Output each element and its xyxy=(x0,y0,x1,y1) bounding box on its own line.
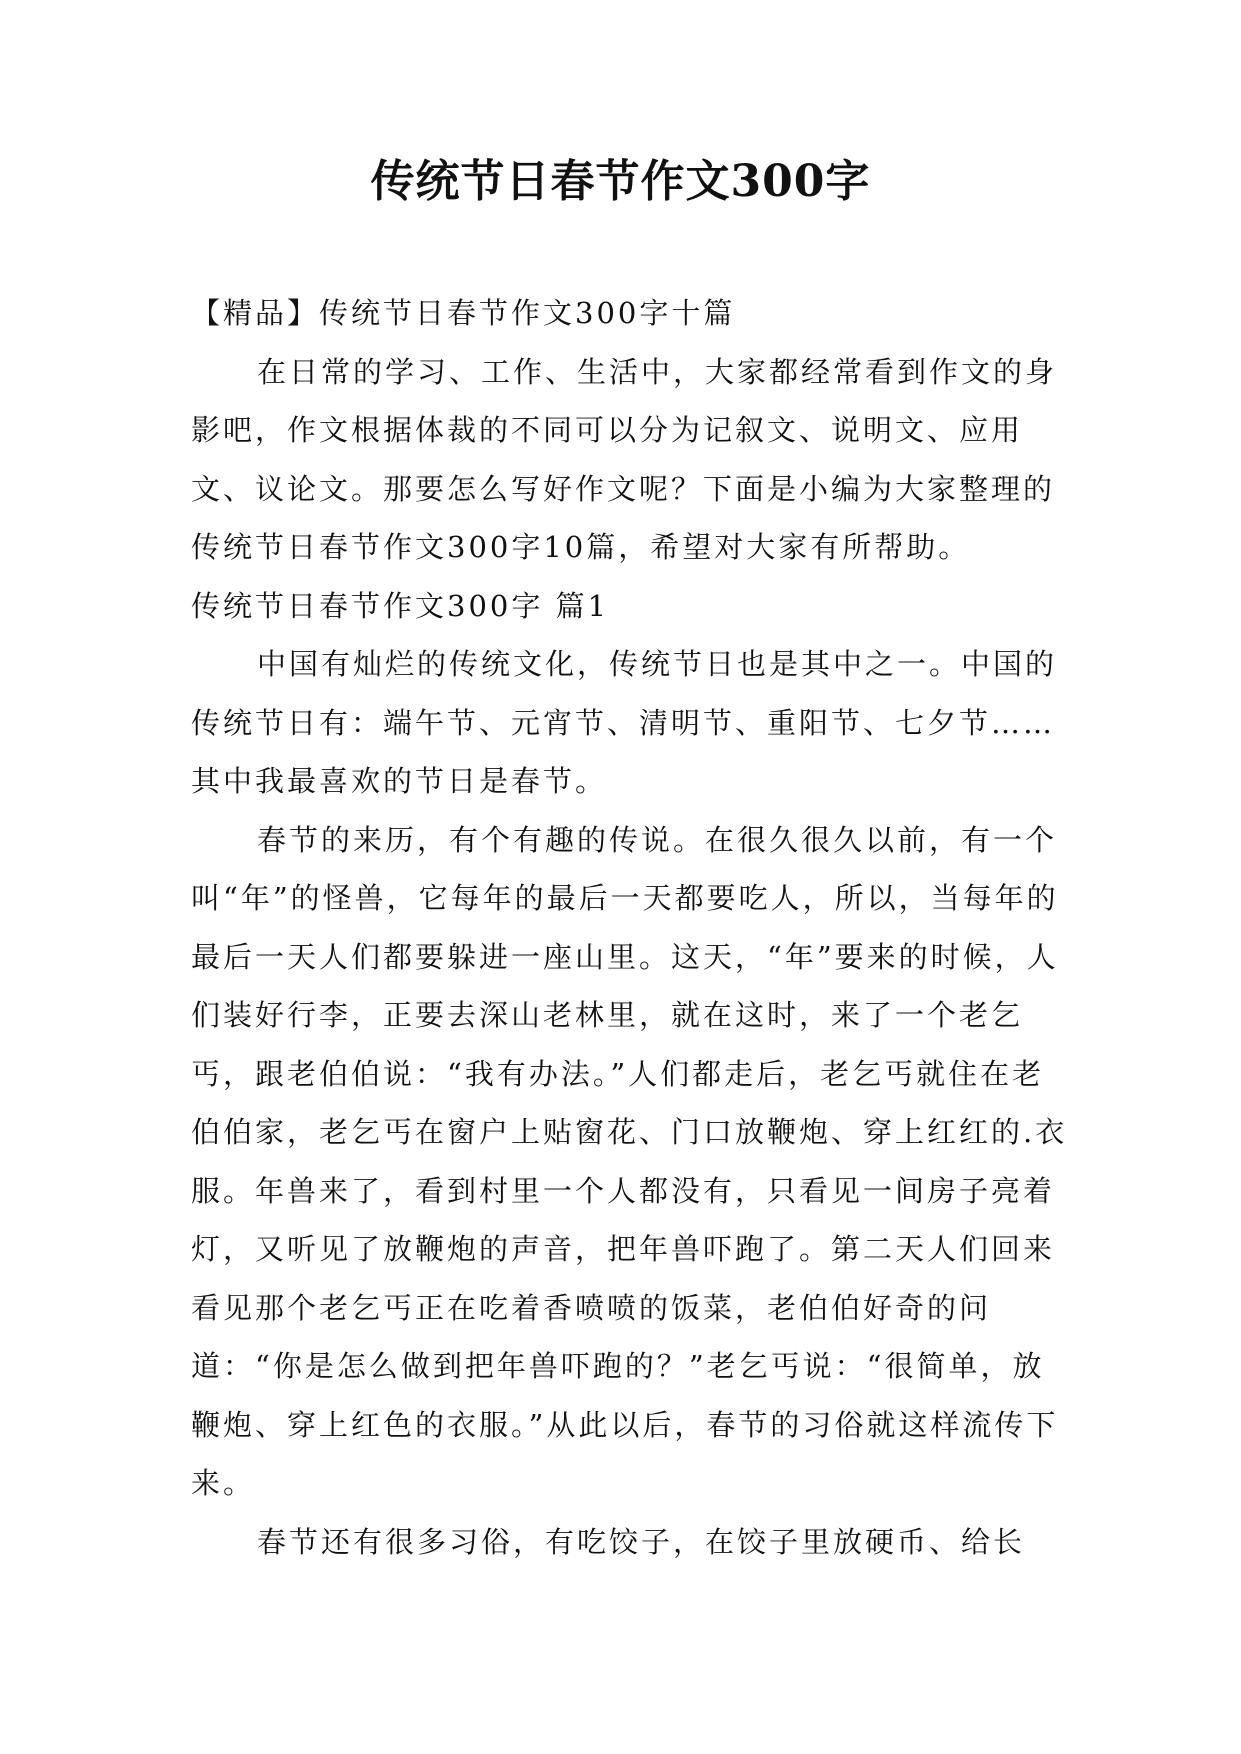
body-paragraph: 春节还有很多习俗，有吃饺子，在饺子里放硬币、给长 xyxy=(257,1524,1026,1559)
subtitle-line: 【精品】传统节日春节作文300字十篇 xyxy=(191,296,736,330)
section-heading: 传统节日春节作文300字 篇1 xyxy=(191,588,610,623)
body-paragraph: 中国有灿烂的传统文化，传统节日也是其中之一。中国的传统节日有：端午节、元宵节、清明节、重阳节、七夕节……其中我最喜欢的节日是春节。 xyxy=(191,647,1058,798)
body-paragraph: 春节的来历，有个有趣的传说。在很久很久以前，有一个叫“年”的怪兽，它每年的最后一天都要吃人，所以，当每年的最后一天人们都要躲进一座山里。这天，“年”要来的时候，人们装好行李，正要去深山老林里，就在这时，来了一个老乞丐，跟老伯伯说：“我有办法。”人们都走后，老乞丐就住在老伯伯家，老乞丐在窗户上贴窗花、门口放鞭炮、穿上红红的.衣服。年兽来了，看到村里一个人都没有，只看见一间房子亮着灯，又听见了放鞭炮的声音，把年兽吓跑了。第二天人们回来看见那个老乞丐正在吃着香喷喷的饭菜，老伯伯好奇的问道：“你是怎么做到把年兽吓跑的？”老乞丐说：“很简单，放鞭炮、穿上红色的衣服。”从此以后，春节的习俗就这样流传下来。 xyxy=(191,822,1068,1500)
document-body xyxy=(191,284,1071,1571)
intro-paragraph: 在日常的学习、工作、生活中，大家都经常看到作文的身影吧，作文根据体裁的不同可以分为记叙文、说明文、应用文、议论文。那要怎么写好作文呢？下面是小编为大家整理的传统节日春节作文300字10篇，希望对大家有所帮助。 xyxy=(191,354,1058,564)
document-title: 传统节日春节作文300字 xyxy=(370,156,871,207)
